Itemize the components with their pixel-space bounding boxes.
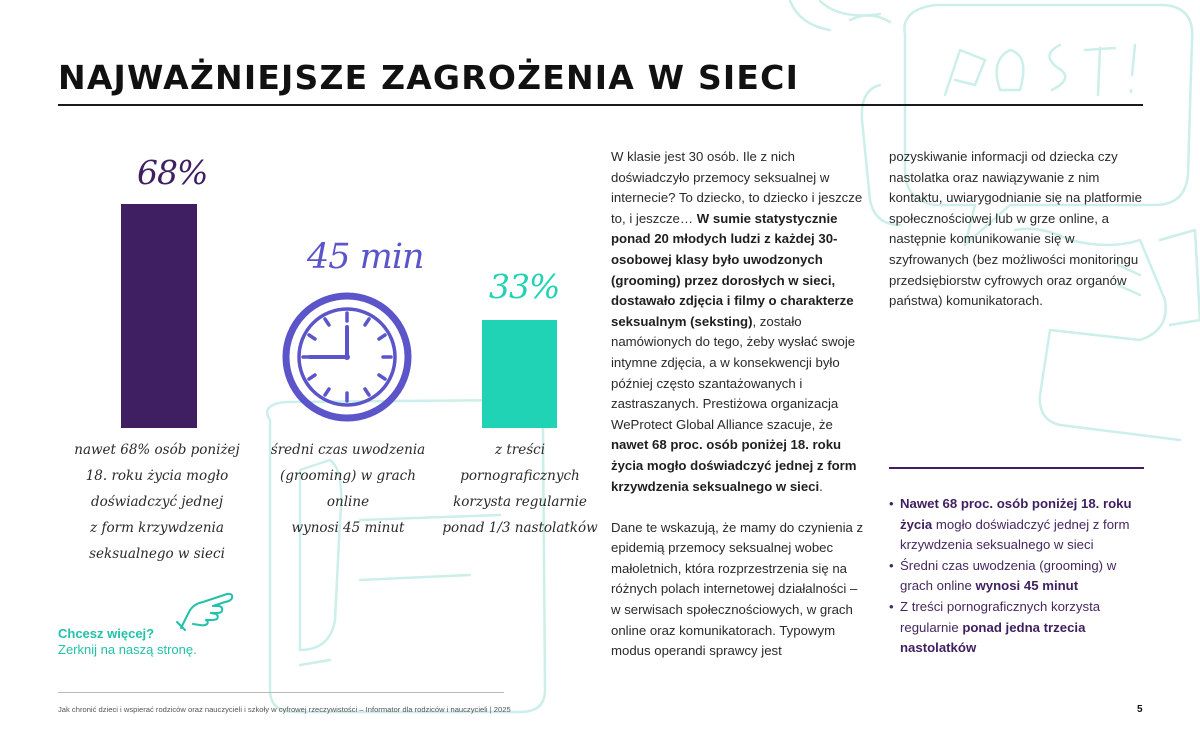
article-paragraph-2: Dane te wskazują, że mamy do czynienia z epidemią przemocy seksualnej wobec małoletnich, która rozprzestrzenia się na różnych polach internetowej działalności – w serwisach społecznościowych, w grach online oraz komunikatorach. Typowym modus operandi sprawcy jest bbox=[611, 519, 864, 659]
stat-45min-caption bbox=[268, 437, 428, 541]
text-run: Średni czas uwodzenia (grooming) w grach online bbox=[900, 557, 1117, 594]
stat-68-value: 68% bbox=[137, 153, 208, 192]
article-paragraph-1 bbox=[611, 147, 868, 497]
text-run-bold: ponad jedna trzecia nastolatków bbox=[900, 619, 1086, 656]
text-run-bold: Nawet 68 proc. osób poniżej 18. roku życia bbox=[900, 496, 1132, 532]
stat-68-caption-line: 18. roku życia mogło doświadczyć jednej bbox=[85, 468, 229, 510]
text-run: mogło doświadczyć jednej z form krzywdzenia seksualnego w sieci bbox=[900, 516, 1130, 553]
stat-68-caption-line: nawet 68% osób poniżej bbox=[74, 442, 240, 458]
stat-33-caption-line: ponad 1/3 nastolatków bbox=[442, 520, 598, 536]
text-run-bold: W sumie statystycznie ponad 20 młodych ludzi z każdej 30-osobowej klasy było uwodzonych (grooming) przez dorosłych w sieci, dostawało zdjęcia i filmy o charakterze seksualnym (seksting) bbox=[611, 210, 854, 329]
text-run-bold: nawet 68 proc. osób poniżej 18. roku życia mogło doświadczyć jednej z form krzywdzenia seksualnego w sieci bbox=[611, 437, 857, 494]
text-run: Z treści pornograficznych korzysta regularnie bbox=[900, 598, 1101, 635]
more-heading: Chcesz więcej? bbox=[58, 626, 155, 641]
title-divider bbox=[58, 104, 1143, 106]
stat-45min-caption-line: (grooming) w grach online bbox=[280, 468, 416, 510]
stat-45min-caption-line: średni czas uwodzenia bbox=[270, 442, 426, 458]
article-paragraph-3: pozyskiwanie informacji od dziecka czy nastolatka oraz nawiązywanie z nim kontaktu, uwiarygodnianie się na platformie społecznościowej lub w grze online, a następnie komunikowanie się w szyfrowanych (bez możliwości monitoringu przedsiębiorstw cyfrowych oraz organów państwa) komunikatorach. bbox=[889, 149, 1142, 309]
stat-33-caption bbox=[440, 437, 600, 541]
list-item bbox=[889, 494, 1146, 556]
clock-icon bbox=[280, 290, 415, 425]
stat-33-caption-line: korzysta regularnie bbox=[453, 494, 587, 510]
text-run-bold: wynosi 45 minut bbox=[975, 578, 1079, 594]
stat-68-caption bbox=[52, 437, 262, 567]
summary-divider bbox=[889, 467, 1144, 469]
more-link[interactable]: Zerknij na naszą stronę. bbox=[58, 642, 197, 657]
text-run: W klasie jest 30 osób. Ile z nich doświadczyło przemocy seksualnej w internecie? To dziecko, to dziecko i jeszcze to, i jeszcze… bbox=[611, 149, 863, 226]
article-column-right bbox=[889, 147, 1146, 312]
list-item bbox=[889, 597, 1146, 659]
article-column-left bbox=[611, 147, 868, 662]
stat-33-value: 33% bbox=[489, 267, 560, 306]
footer-text: Jak chronić dzieci i wspierać rodziców oraz nauczycieli i szkoły w cyfrowej rzeczywistości – Informator dla rodziców i nauczycieli | 2025 bbox=[58, 705, 511, 714]
text-run: , zostało namówionych do tego, żeby wysłać swoje intymne zdjęcia, a w konsekwencji było później często szantażowanych i zastraszanych. Prestiżowa organizacja WeProtect Global Alliance szacuje, że bbox=[611, 313, 856, 432]
footer-divider bbox=[58, 692, 504, 693]
text-run: . bbox=[819, 478, 823, 494]
stat-45min-caption-line: wynosi 45 minut bbox=[291, 520, 405, 536]
stat-33-caption-line: z treści pornograficznych bbox=[460, 442, 580, 484]
stat-68-bar bbox=[121, 204, 197, 428]
pointing-hand-icon[interactable] bbox=[175, 582, 237, 632]
stat-45min-value: 45 min bbox=[307, 237, 424, 277]
page-title: NAJWAŻNIEJSZE ZAGROŻENIA W SIECI bbox=[58, 58, 800, 97]
summary-list bbox=[889, 494, 1146, 659]
page-number: 5 bbox=[1137, 704, 1143, 715]
list-item bbox=[889, 556, 1146, 597]
stat-68-caption-line: z form krzywdzenia seksualnego w sieci bbox=[89, 520, 225, 562]
stat-33-bar bbox=[482, 320, 557, 428]
